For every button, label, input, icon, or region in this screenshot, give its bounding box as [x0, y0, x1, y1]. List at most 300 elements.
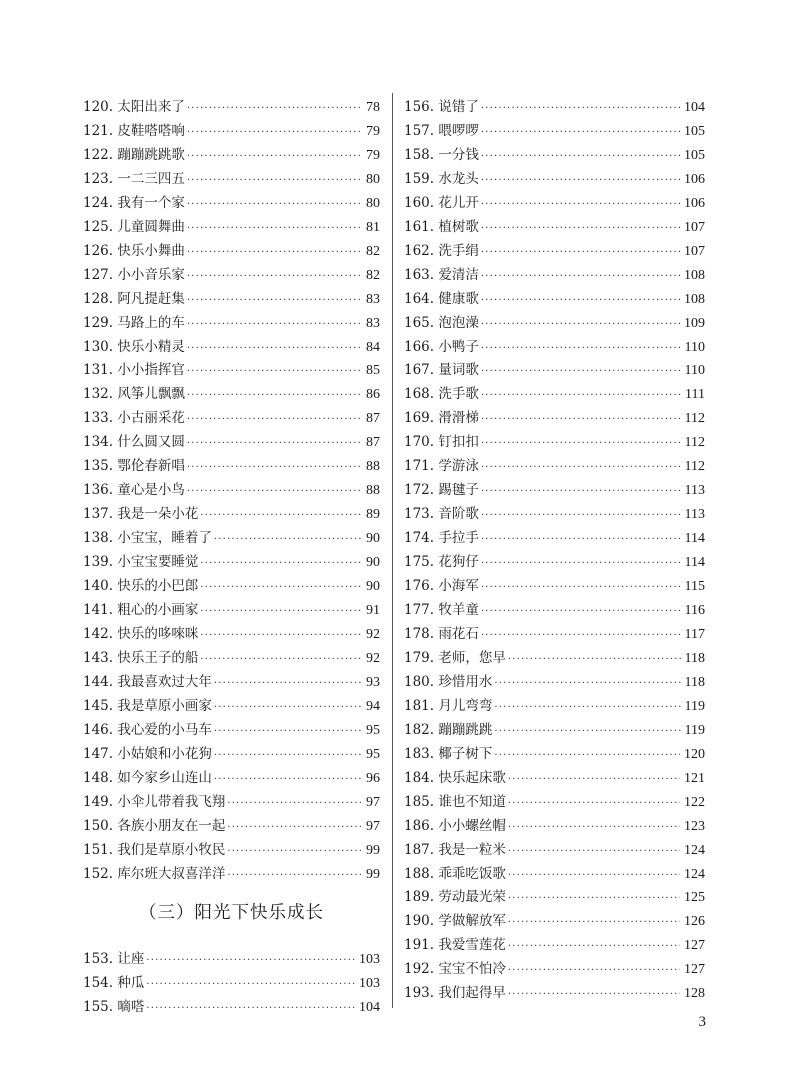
dot-leader	[187, 390, 362, 401]
toc-entry-name: 马路上的车	[117, 314, 185, 331]
toc-entry-page: 105	[684, 147, 705, 163]
toc-entry[interactable]	[83, 646, 380, 670]
toc-entry-number: 187.	[404, 841, 435, 858]
toc-entry-title	[83, 502, 198, 522]
toc-entry-name: 泡泡澡	[438, 314, 479, 331]
toc-entry[interactable]	[404, 478, 705, 502]
toc-entry[interactable]	[404, 814, 705, 838]
toc-entry-name: 我爱雪莲花	[438, 937, 506, 954]
toc-entry-title	[83, 358, 185, 378]
dot-leader	[187, 319, 362, 330]
toc-entry[interactable]	[404, 862, 705, 886]
toc-entry-name: 劳动最光荣	[438, 889, 506, 906]
toc-entry[interactable]	[404, 335, 705, 359]
toc-entry-name: 一二三四五	[117, 170, 185, 187]
dot-leader	[481, 295, 680, 306]
toc-entry-title	[83, 215, 185, 235]
toc-entry[interactable]	[404, 718, 705, 742]
toc-entry-number: 128.	[83, 290, 114, 307]
toc-entry-page: 85	[366, 363, 380, 379]
toc-entry-name: 钉扣扣	[438, 434, 479, 451]
toc-entry-number: 149.	[83, 793, 114, 810]
toc-entry-number: 184.	[404, 769, 435, 786]
toc-entry-number: 123.	[83, 170, 114, 187]
toc-entry-number: 127.	[83, 266, 114, 283]
toc-entry-title	[404, 742, 492, 762]
toc-entry[interactable]	[83, 550, 380, 574]
toc-entry-name: 我心爱的小马车	[117, 721, 212, 738]
dot-leader	[508, 893, 680, 904]
toc-entry-name: 我是一粒米	[438, 841, 506, 858]
toc-entry[interactable]	[83, 598, 380, 622]
toc-entry-number: 122.	[83, 146, 114, 163]
toc-entry-title	[83, 995, 144, 1015]
toc-entry[interactable]	[83, 995, 380, 1019]
toc-entry-title	[83, 406, 185, 426]
toc-entry[interactable]	[83, 742, 380, 766]
toc-entry-name: 我有一个家	[117, 194, 185, 211]
toc-entry-page: 91	[366, 603, 380, 619]
toc-entry[interactable]	[83, 239, 380, 263]
dot-leader	[187, 247, 362, 258]
toc-entry[interactable]	[83, 263, 380, 287]
dot-leader	[200, 582, 362, 593]
dot-leader	[187, 462, 362, 473]
toc-entry-number: 188.	[404, 865, 435, 882]
toc-entry[interactable]	[83, 947, 380, 971]
toc-entry-number: 129.	[83, 314, 114, 331]
toc-entry-number: 167.	[404, 362, 435, 379]
toc-entry-title	[83, 335, 185, 355]
toc-entry[interactable]	[404, 933, 705, 957]
toc-entry[interactable]	[404, 430, 705, 454]
toc-entry[interactable]	[404, 215, 705, 239]
toc-entry[interactable]	[404, 143, 705, 167]
toc-entry-page: 97	[366, 818, 380, 834]
toc-entry-title	[404, 311, 479, 331]
toc-entry-page: 89	[366, 507, 380, 523]
dot-leader	[481, 247, 680, 258]
toc-entry-number: 156.	[404, 99, 435, 115]
toc-entry[interactable]	[404, 502, 705, 526]
dot-leader	[494, 678, 680, 689]
toc-entry-number: 181.	[404, 697, 435, 714]
toc-entry[interactable]	[404, 526, 705, 550]
toc-entry-title	[83, 95, 185, 115]
toc-entry-number: 168.	[404, 386, 435, 403]
toc-entry-page: 82	[366, 243, 380, 259]
toc-left-column	[83, 95, 380, 1019]
toc-entry-title	[83, 287, 185, 307]
dot-leader	[187, 199, 362, 210]
toc-entry-number: 159.	[404, 170, 435, 187]
toc-entry-page: 117	[684, 626, 705, 642]
toc-entry-page: 103	[359, 976, 380, 992]
dot-leader	[508, 822, 680, 833]
toc-entry-number: 165.	[404, 314, 435, 331]
toc-entry[interactable]	[83, 718, 380, 742]
toc-entry-name: 音阶歌	[438, 506, 479, 523]
toc-entry-number: 126.	[83, 242, 114, 259]
toc-entry[interactable]	[83, 502, 380, 526]
toc-entry-number: 179.	[404, 649, 435, 666]
toc-entry[interactable]	[404, 981, 705, 1005]
toc-entry[interactable]	[83, 478, 380, 502]
dot-leader	[187, 127, 362, 138]
toc-entry[interactable]	[404, 957, 705, 981]
toc-entry-page: 104	[684, 100, 705, 115]
toc-entry-name: 珍惜用水	[438, 673, 493, 690]
toc-entry-name: 嘀嗒	[117, 999, 145, 1016]
toc-entry-page: 99	[366, 842, 380, 858]
toc-entry-title	[404, 191, 479, 211]
toc-entry-page: 92	[366, 626, 380, 642]
toc-entry-name: 童心是小鸟	[117, 482, 185, 499]
toc-entry-title	[404, 718, 492, 738]
dot-leader	[481, 223, 680, 234]
toc-entry-title	[404, 263, 479, 283]
dot-leader	[214, 726, 362, 737]
toc-entry[interactable]	[404, 119, 705, 143]
toc-entry-name: 蹦蹦跳跳	[438, 721, 493, 738]
toc-entry-number: 135.	[83, 458, 114, 475]
toc-entry[interactable]	[83, 143, 380, 167]
toc-entry-title	[83, 191, 185, 211]
toc-entry-number: 158.	[404, 146, 435, 163]
toc-entry-title	[83, 670, 212, 690]
toc-entry[interactable]	[404, 670, 705, 694]
toc-entry-title	[83, 167, 185, 187]
toc-entry-title	[83, 694, 212, 714]
toc-entry-title	[83, 239, 185, 259]
toc-entry[interactable]	[83, 119, 380, 143]
toc-entry-number: 132.	[83, 386, 114, 403]
column-divider	[392, 93, 393, 1008]
toc-entry-page: 103	[359, 952, 380, 968]
toc-entry-page: 80	[366, 171, 380, 187]
toc-entry-title	[83, 790, 225, 810]
toc-entry[interactable]	[404, 766, 705, 790]
toc-entry[interactable]	[83, 430, 380, 454]
dot-leader	[494, 726, 680, 737]
toc-entry[interactable]	[404, 574, 705, 598]
toc-entry-name: 爱清洁	[438, 266, 479, 283]
toc-entry-page: 126	[684, 914, 705, 930]
toc-entry-page: 111	[685, 387, 705, 403]
dot-leader	[146, 979, 355, 990]
toc-entry-number: 131.	[83, 362, 114, 379]
section-heading: （三）阳光下快乐成长	[139, 903, 324, 924]
toc-entry-page: 92	[366, 650, 380, 666]
toc-entry[interactable]	[404, 358, 705, 382]
toc-entry-page: 90	[366, 531, 380, 547]
toc-entry-name: 小小指挥官	[117, 362, 185, 379]
toc-entry-page: 113	[684, 483, 705, 499]
dot-leader	[508, 941, 680, 952]
toc-entry-title	[404, 382, 479, 402]
toc-entry-name: 小鸭子	[438, 338, 479, 355]
toc-entry-name: 水龙头	[438, 170, 479, 187]
toc-entry-number: 176.	[404, 578, 435, 595]
toc-entry[interactable]	[83, 862, 380, 886]
toc-entry-page: 118	[684, 650, 705, 666]
toc-entry[interactable]	[404, 694, 705, 718]
toc-entry-title	[404, 862, 506, 882]
toc-entry-number: 140.	[83, 578, 114, 595]
toc-entry-number: 164.	[404, 290, 435, 307]
dot-leader	[481, 630, 681, 641]
toc-entry[interactable]	[83, 454, 380, 478]
toc-entry-title	[404, 239, 479, 259]
toc-entry[interactable]	[404, 263, 705, 287]
toc-entry[interactable]	[83, 287, 380, 311]
toc-entry-title	[404, 981, 506, 1001]
toc-entry-name: 让座	[117, 951, 145, 968]
dot-leader	[481, 127, 680, 138]
toc-entry[interactable]	[83, 766, 380, 790]
toc-entry-title	[404, 95, 479, 115]
toc-entry-title	[404, 790, 506, 810]
toc-entry[interactable]	[404, 622, 705, 646]
toc-entry-page: 118	[684, 674, 705, 690]
toc-entry-name: 粗心的小画家	[117, 602, 199, 619]
toc-entry-number: 186.	[404, 817, 435, 834]
toc-entry[interactable]	[404, 646, 705, 670]
toc-entry-number: 148.	[83, 769, 114, 786]
toc-entry-number: 151.	[83, 841, 114, 858]
dot-leader	[481, 606, 681, 617]
toc-entry-page: 121	[684, 770, 705, 786]
toc-entry[interactable]	[83, 191, 380, 215]
toc-entry[interactable]	[83, 526, 380, 550]
toc-entry-name: 我们起得早	[438, 985, 506, 1002]
toc-entry-page: 116	[684, 603, 705, 619]
toc-entry-number: 120.	[83, 99, 114, 115]
toc-entry-number: 189.	[404, 889, 435, 906]
dot-leader	[481, 343, 681, 354]
toc-entry-page: 81	[366, 219, 380, 235]
dot-leader	[146, 1003, 355, 1014]
toc-entry[interactable]	[404, 167, 705, 191]
toc-entry-title	[83, 382, 185, 402]
dot-leader	[187, 438, 362, 449]
toc-entry-title	[404, 335, 479, 355]
toc-entry-title	[83, 814, 225, 834]
toc-entry-number: 163.	[404, 266, 435, 283]
toc-entry[interactable]	[404, 311, 705, 335]
toc-entry[interactable]	[404, 454, 705, 478]
toc-entry[interactable]	[83, 406, 380, 430]
toc-entry-page: 113	[684, 507, 705, 523]
toc-entry[interactable]	[404, 790, 705, 814]
toc-entry[interactable]	[404, 909, 705, 933]
toc-entry-title	[404, 454, 479, 474]
toc-entry-page: 119	[684, 698, 705, 714]
toc-entry[interactable]	[83, 814, 380, 838]
toc-entry-number: 177.	[404, 602, 435, 619]
toc-entry-name: 老师，您早	[438, 649, 506, 666]
toc-entry-page: 110	[684, 363, 705, 379]
toc-entry-name: 学做解放军	[438, 913, 506, 930]
toc-entry-title	[83, 574, 198, 594]
toc-entry-number: 175.	[404, 554, 435, 571]
toc-entry[interactable]	[83, 790, 380, 814]
toc-entry[interactable]	[83, 335, 380, 359]
toc-entry-page: 114	[684, 531, 705, 547]
toc-entry-number: 153.	[83, 951, 114, 968]
toc-entry-title	[404, 167, 479, 187]
toc-entry-name: 花狗仔	[438, 554, 479, 571]
dot-leader	[146, 955, 355, 966]
dot-leader	[481, 534, 681, 545]
toc-entry-name: 各族小朋友在一起	[117, 817, 226, 834]
toc-entry-title	[404, 574, 479, 594]
toc-entry-title	[404, 526, 479, 546]
toc-list-right	[404, 95, 705, 1005]
toc-entry-page: 90	[366, 579, 380, 595]
toc-entry-name: 蹦蹦跳跳歌	[117, 146, 185, 163]
dot-leader	[187, 271, 362, 282]
toc-entry-title	[404, 838, 506, 858]
toc-entry-name: 健康歌	[438, 290, 479, 307]
toc-entry-name: 小宝宝要睡觉	[117, 554, 199, 571]
toc-entry-name: 库尔班大叔喜洋洋	[117, 865, 226, 882]
toc-entry-number: 139.	[83, 554, 114, 571]
toc-entry-page: 108	[684, 291, 705, 307]
toc-entry-name: 快乐的哆唻咪	[117, 625, 199, 642]
dot-leader	[481, 510, 681, 521]
toc-entry-number: 130.	[83, 338, 114, 355]
toc-entry-title	[83, 550, 198, 570]
toc-entry-number: 143.	[83, 649, 114, 666]
toc-entry-number: 170.	[404, 434, 435, 451]
toc-entry-number: 155.	[83, 999, 114, 1016]
toc-entry-page: 83	[366, 315, 380, 331]
toc-entry[interactable]	[83, 215, 380, 239]
toc-entry-title	[404, 143, 479, 163]
toc-entry-name: 宝宝不怕冷	[438, 961, 506, 978]
toc-entry-name: 小海军	[438, 578, 479, 595]
toc-entry-name: 我是一朵小花	[117, 506, 199, 523]
toc-entry-number: 162.	[404, 242, 435, 259]
toc-entry-title	[83, 971, 144, 991]
toc-entry[interactable]	[404, 550, 705, 574]
toc-entry-name: 谁也不知道	[438, 793, 506, 810]
toc-entry-title	[404, 358, 479, 378]
toc-entry[interactable]	[404, 191, 705, 215]
toc-entry-name: 快乐小舞曲	[117, 242, 185, 259]
toc-entry-page: 93	[366, 674, 380, 690]
toc-entry-number: 121.	[83, 122, 114, 139]
dot-leader	[227, 822, 362, 833]
toc-entry-number: 171.	[404, 458, 435, 475]
toc-entry-page: 125	[684, 890, 705, 906]
toc-entry-page: 95	[366, 746, 380, 762]
toc-entry-title	[404, 694, 492, 714]
toc-entry[interactable]	[404, 239, 705, 263]
toc-entry-name: 小小音乐家	[117, 266, 185, 283]
toc-entry-page: 78	[366, 100, 380, 115]
toc-entry[interactable]	[404, 742, 705, 766]
toc-entry-number: 125.	[83, 218, 114, 235]
toc-entry[interactable]	[404, 838, 705, 862]
toc-entry[interactable]	[404, 382, 705, 406]
toc-entry[interactable]	[83, 574, 380, 598]
toc-entry-title	[83, 454, 185, 474]
toc-entry[interactable]	[83, 622, 380, 646]
toc-entry-name: 滑滑梯	[438, 410, 479, 427]
toc-entry[interactable]	[404, 287, 705, 311]
toc-entry-number: 141.	[83, 602, 114, 619]
toc-entry[interactable]	[83, 838, 380, 862]
toc-entry-page: 87	[366, 411, 380, 427]
toc-entry[interactable]	[83, 95, 380, 119]
dot-leader	[481, 151, 680, 162]
toc-entry-page: 87	[366, 435, 380, 451]
dot-leader	[481, 390, 681, 401]
toc-entry-number: 142.	[83, 625, 114, 642]
toc-entry[interactable]	[83, 670, 380, 694]
toc-list-upper	[83, 95, 380, 885]
toc-entry-number: 134.	[83, 434, 114, 451]
toc-entry-name: 快乐王子的船	[117, 649, 199, 666]
toc-entry-page: 79	[366, 147, 380, 163]
toc-entry-title	[83, 430, 185, 450]
toc-entry-name: 小伞儿带着我飞翔	[117, 793, 226, 810]
toc-entry-name: 洗手歌	[438, 386, 479, 403]
toc-entry-name: 手拉手	[438, 530, 479, 547]
toc-entry-page: 88	[366, 483, 380, 499]
toc-entry[interactable]	[404, 598, 705, 622]
dot-leader	[508, 654, 681, 665]
toc-entry-number: 169.	[404, 410, 435, 427]
toc-entry-name: 说错了	[438, 99, 479, 115]
toc-entry-number: 192.	[404, 961, 435, 978]
toc-entry-name: 量词歌	[438, 362, 479, 379]
toc-entry-page: 96	[366, 770, 380, 786]
dot-leader	[214, 534, 362, 545]
toc-entry-page: 106	[684, 195, 705, 211]
toc-entry-name: 洗手绢	[438, 242, 479, 259]
toc-entry[interactable]	[83, 311, 380, 335]
toc-entry-name: 如今家乡山连山	[117, 769, 212, 786]
toc-entry[interactable]	[404, 885, 705, 909]
toc-entry[interactable]	[83, 167, 380, 191]
dot-leader	[481, 558, 681, 569]
toc-entry-title	[404, 502, 479, 522]
toc-entry[interactable]	[83, 694, 380, 718]
dot-leader	[481, 319, 680, 330]
toc-entry[interactable]	[404, 406, 705, 430]
toc-entry[interactable]	[83, 358, 380, 382]
toc-entry-page: 107	[684, 219, 705, 235]
toc-entry-page: 97	[366, 794, 380, 810]
toc-entry[interactable]	[83, 382, 380, 406]
toc-entry[interactable]	[83, 971, 380, 995]
dot-leader	[214, 774, 362, 785]
dot-leader	[200, 558, 362, 569]
toc-entry-name: 快乐小精灵	[117, 338, 185, 355]
toc-entry-page: 112	[684, 459, 705, 475]
toc-entry-number: 138.	[83, 530, 114, 547]
toc-entry[interactable]	[404, 95, 705, 119]
dot-leader	[508, 774, 680, 785]
toc-entry-number: 174.	[404, 530, 435, 547]
dot-leader	[508, 846, 680, 857]
toc-entry-name: 踢毽子	[438, 482, 479, 499]
toc-entry-title	[83, 766, 212, 786]
toc-entry-page: 114	[684, 555, 705, 571]
